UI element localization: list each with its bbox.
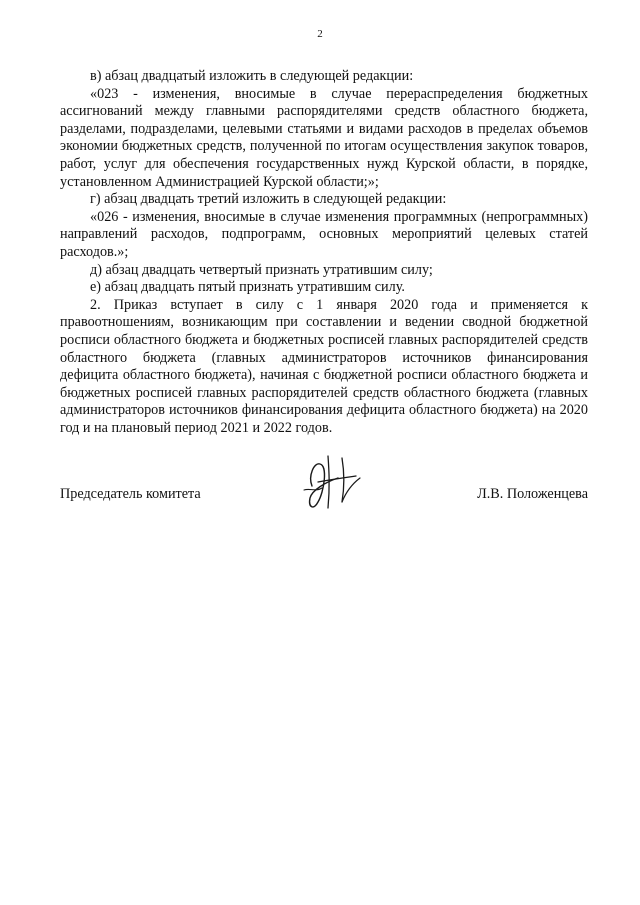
paragraph-item-e: е) абзац двадцать пятый признать утратившим силу. [90,279,405,296]
signer-title: Председатель комитета [60,486,201,502]
paragraph-item-d: д) абзац двадцать четвертый признать утратившим силу; [90,261,433,278]
paragraph-effective-date: 2. Приказ вступает в силу с 1 января 2020 года и применяется к правоотношениям, возникающим при составлении и ведении сводной бюджетной росписи областного бюджета и бюджетных росписей главных распорядителей средств областного бюджета (главных администраторов источников финансирования дефицита областного бюджета), начиная с бюджетной росписи областного бюджета и бюджетных росписей главных распорядителей средств областного бюджета (главных администраторов источников финансирования дефицита областного бюджета) на 2020 год и на плановый период 2021 и 2022 годов. [60,296,588,436]
document-body [60,68,588,437]
paragraph-code-023: «023 - изменения, вносимые в случае перераспределения бюджетных ассигнований между главными распорядителями средств областного бюджета, разделами, подразделами, целевыми статьями и видами расходов в пределах объемов экономии бюджетных средств, полученной по итогам осуществления закупок товаров, работ, услуг для обеспечения государственных нужд Курской области, в порядке, установленном Администрацией Курской области;»; [60,85,588,190]
handwritten-signature-icon [298,452,368,514]
page-number: 2 [317,28,323,40]
signer-name: Л.В. Положенцева [477,486,588,502]
paragraph-item-g: г) абзац двадцать третий изложить в следующей редакции: [90,191,447,208]
paragraph-item-v: в) абзац двадцатый изложить в следующей редакции: [90,68,414,84]
paragraph-code-026: «026 - изменения, вносимые в случае изменения программных (непрограммных) направлений расходов, подпрограмм, основных мероприятий целевых статей расходов.»; [60,208,588,260]
